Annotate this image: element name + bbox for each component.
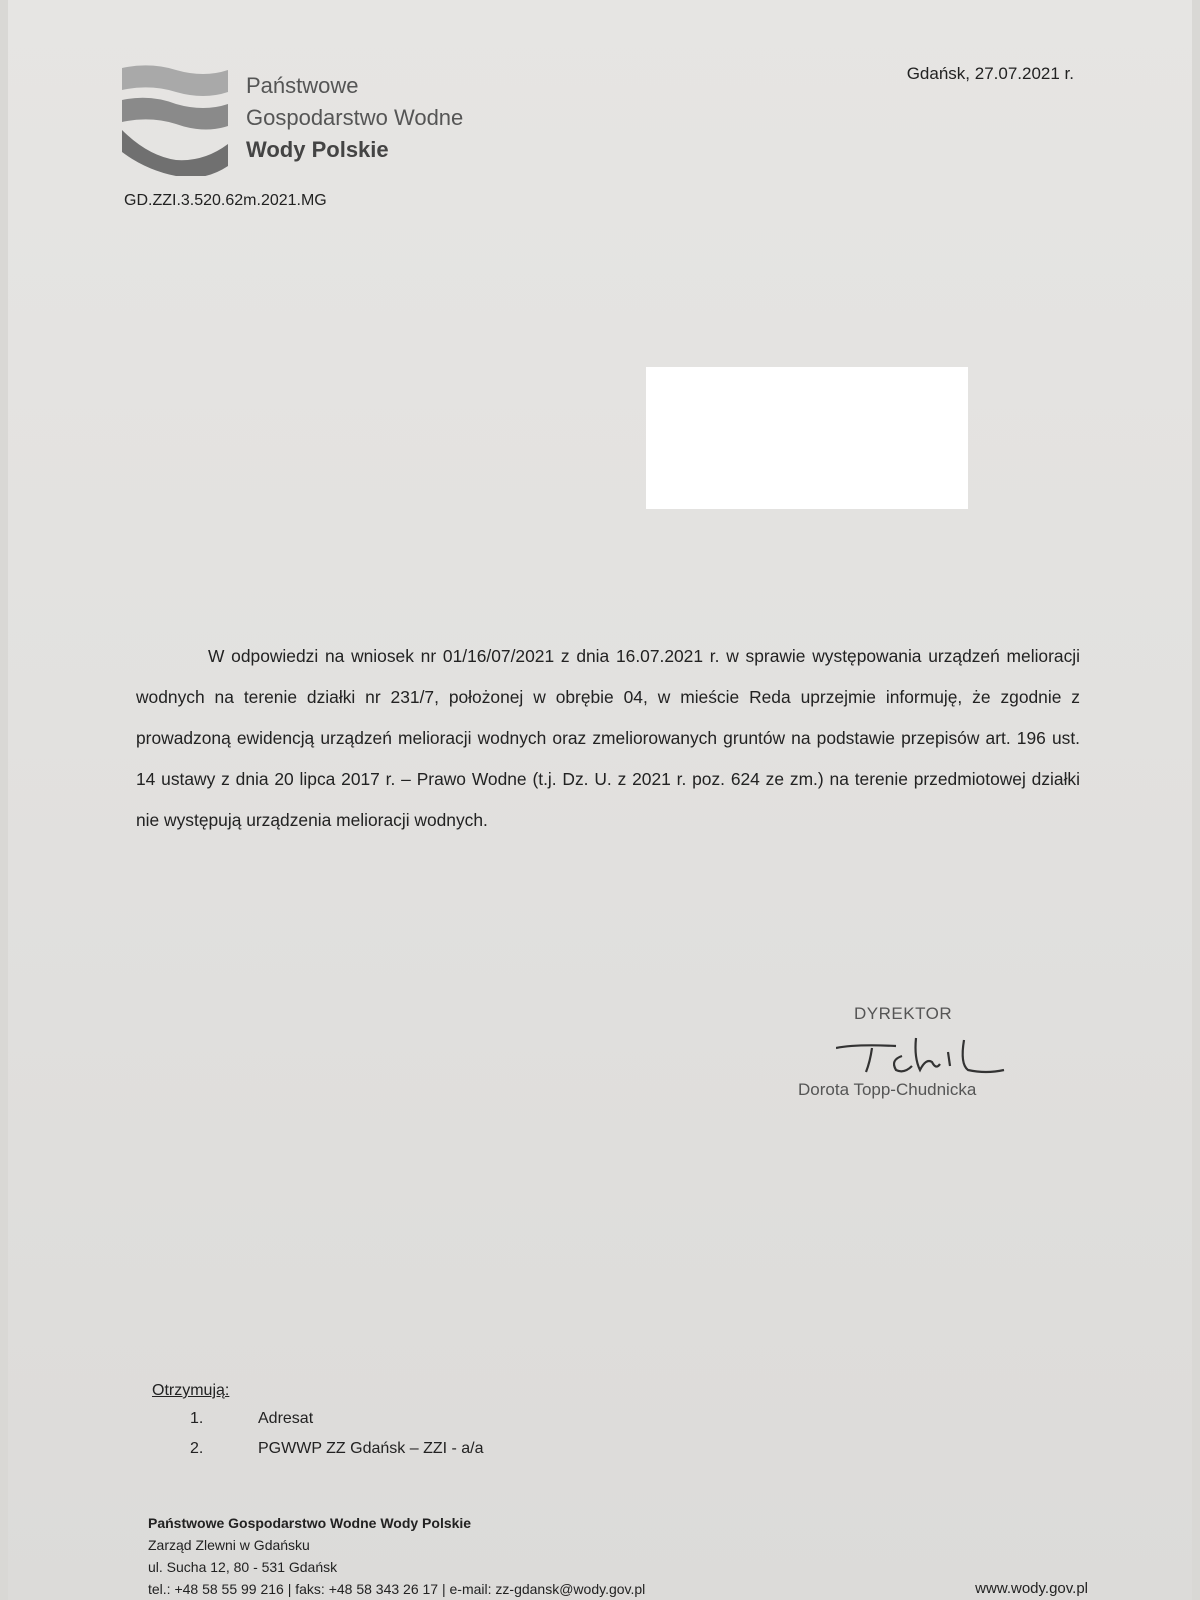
footer-address: ul. Sucha 12, 80 - 531 Gdańsk [148, 1559, 338, 1575]
footer-unit: Zarząd Zlewni w Gdańsku [148, 1537, 310, 1553]
handwritten-signature [836, 1028, 1006, 1078]
letter-body-paragraph: W odpowiedzi na wniosek nr 01/16/07/2021 z dnia 16.07.2021 r. w sprawie występowania urządzeń melioracji wodnych na terenie działki nr 231/7, położonej w obrębie 04, w mieście Reda uprzejmie informuję, że zgodnie z prowadzoną ewidencją urządzeń melioracji wodnych oraz zmeliorowanych gruntów na podstawie przepisów art. 196 ust. 14 ustawy z dnia 20 lipca 2017 r. – Prawo Wodne (t.j. Dz. U. z 2021 r. poz. 624 ze zm.) na terenie przedmiotowej działki nie występują urządzenia melioracji wodnych. [136, 646, 1080, 830]
list-item [152, 1434, 484, 1464]
recipients-list [152, 1382, 484, 1464]
wody-polskie-logo [120, 64, 500, 182]
footer-contact: tel.: +48 58 55 99 216 | faks: +48 58 343 26 17 | e-mail: zz-gdansk@wody.gov.pl [148, 1581, 646, 1597]
footer-org-name: Państwowe Gospodarstwo Wodne Wody Polskie [148, 1515, 472, 1531]
logo-wordmark [246, 70, 463, 166]
place-date: Gdańsk, 27.07.2021 r. [906, 64, 1074, 83]
footer-website: www.wody.gov.pl [975, 1580, 1088, 1597]
letter-footer [148, 1512, 1088, 1600]
redacted-address-block [646, 367, 968, 509]
wave-logo-icon [120, 64, 232, 176]
signatory-name: Dorota Topp-Chudnicka [798, 1080, 977, 1099]
signature-block [778, 1004, 1038, 1104]
reference-number: GD.ZZI.3.520.62m.2021.MG [124, 192, 327, 209]
footer-contact-row [148, 1578, 1088, 1600]
letter-page [8, 0, 1192, 1600]
list-item [152, 1404, 484, 1434]
logo-line-3: Wody Polskie [246, 137, 389, 162]
list-item-text: PGWWP ZZ Gdańsk – ZZI - a/a [258, 1440, 484, 1457]
recipients-header: Otrzymują: [152, 1382, 230, 1399]
list-item-number: 2. [190, 1440, 204, 1457]
list-item-number: 1. [190, 1410, 204, 1427]
logo-line-1: Państwowe [246, 73, 359, 98]
list-item-text: Adresat [258, 1410, 314, 1427]
signatory-title: DYREKTOR [854, 1004, 953, 1023]
logo-line-2: Gospodarstwo Wodne [246, 105, 464, 130]
